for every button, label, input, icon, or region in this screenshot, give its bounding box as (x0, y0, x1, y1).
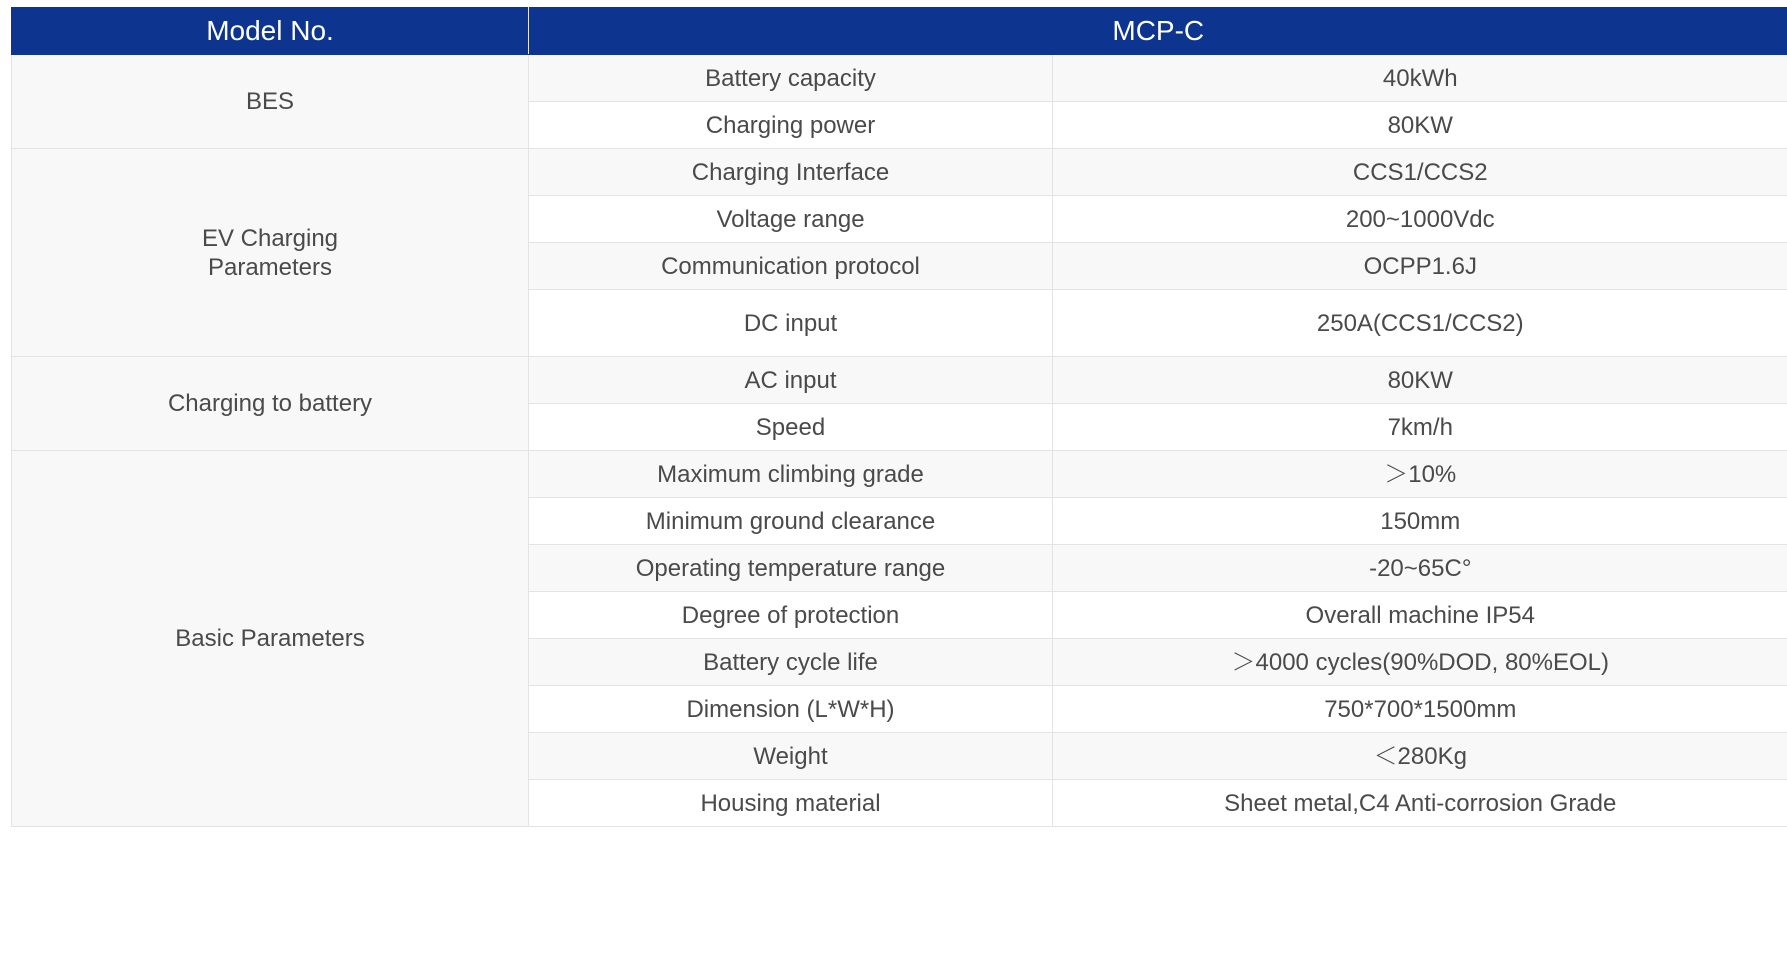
value-cell: 40kWh (1053, 55, 1787, 102)
value-cell: Sheet metal,C4 Anti-corrosion Grade (1053, 780, 1787, 827)
model-no-header: Model No. (12, 8, 529, 55)
param-cell: Minimum ground clearance (529, 498, 1053, 545)
param-cell: Charging power (529, 102, 1053, 149)
group-label-bes: BES (12, 55, 529, 149)
table-row (12, 357, 1787, 404)
param-cell: Maximum climbing grade (529, 451, 1053, 498)
param-cell: DC input (529, 290, 1053, 357)
value-cell: 80KW (1053, 357, 1787, 404)
header-row (12, 8, 1787, 55)
group-label-ev-charging: EV Charging Parameters (12, 149, 529, 357)
param-cell: Voltage range (529, 196, 1053, 243)
param-cell: Battery cycle life (529, 639, 1053, 686)
value-cell: ＞4000 cycles(90%DOD, 80%EOL) (1053, 639, 1787, 686)
value-cell: Overall machine IP54 (1053, 592, 1787, 639)
value-cell: 7km/h (1053, 404, 1787, 451)
param-cell: Speed (529, 404, 1053, 451)
value-cell: OCPP1.6J (1053, 243, 1787, 290)
param-cell: Housing material (529, 780, 1053, 827)
param-cell: Charging Interface (529, 149, 1053, 196)
param-cell: Dimension (L*W*H) (529, 686, 1053, 733)
param-cell: Weight (529, 733, 1053, 780)
param-cell: Communication protocol (529, 243, 1053, 290)
table-row (12, 55, 1787, 102)
param-cell: Operating temperature range (529, 545, 1053, 592)
value-cell: ＞10% (1053, 451, 1787, 498)
value-cell: CCS1/CCS2 (1053, 149, 1787, 196)
spec-table (11, 7, 1787, 827)
model-value-header: MCP-C (529, 8, 1787, 55)
value-cell: ＜280Kg (1053, 733, 1787, 780)
param-cell: Degree of protection (529, 592, 1053, 639)
param-cell: AC input (529, 357, 1053, 404)
value-cell: 150mm (1053, 498, 1787, 545)
value-cell: -20~65C° (1053, 545, 1787, 592)
value-cell: 750*700*1500mm (1053, 686, 1787, 733)
group-label-charging-to-battery: Charging to battery (12, 357, 529, 451)
param-cell: Battery capacity (529, 55, 1053, 102)
value-cell: 200~1000Vdc (1053, 196, 1787, 243)
value-cell: 250A(CCS1/CCS2) (1053, 290, 1787, 357)
value-cell: 80KW (1053, 102, 1787, 149)
group-label-basic-parameters: Basic Parameters (12, 451, 529, 827)
table-row (12, 149, 1787, 196)
table-row (12, 451, 1787, 498)
